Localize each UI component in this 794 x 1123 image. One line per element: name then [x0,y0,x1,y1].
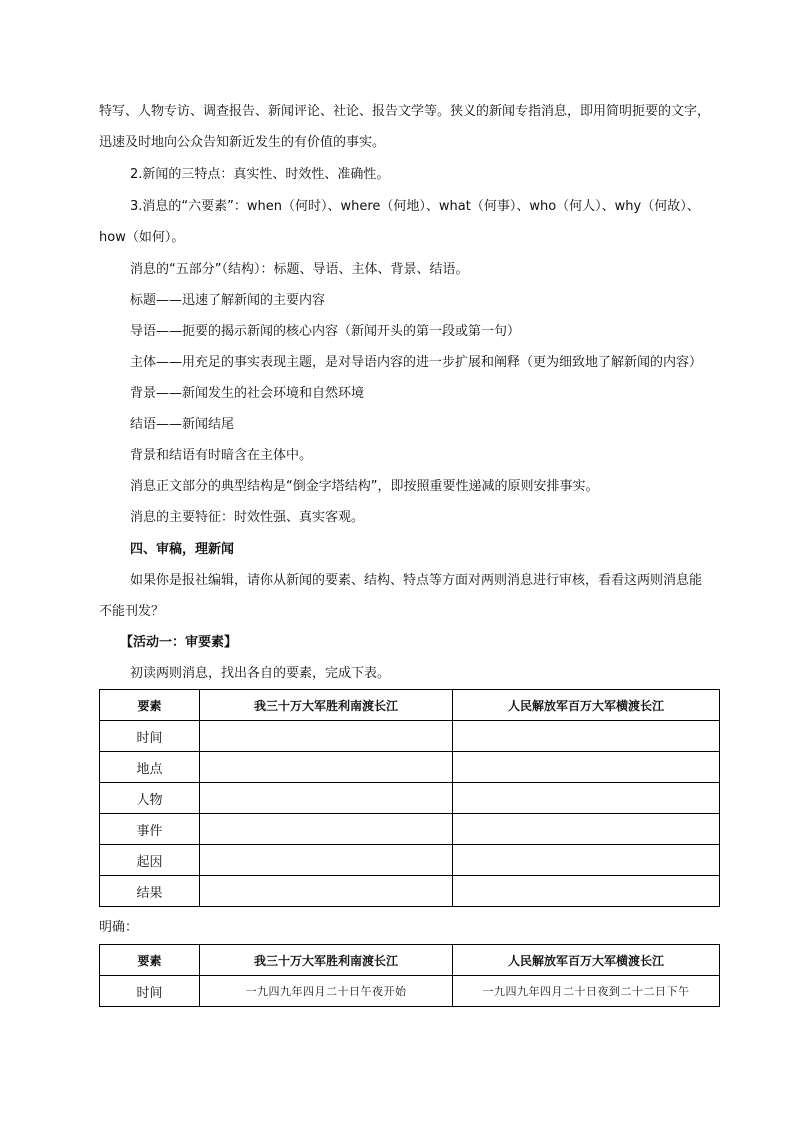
table-cell [453,845,720,876]
table-row-label: 结果 [100,876,200,907]
paragraph-line: how（如何）。 [99,230,185,245]
answer-label: 明确： [99,920,139,935]
table-cell: 一九四九年四月二十日午夜开始 [200,976,453,1007]
answer-table [99,944,720,1007]
table-row-label: 时间 [100,976,200,1007]
task-line: 如果你是报社编辑，请你从新闻的要素、结构、特点等方面对两则消息进行审核，看看这两则消息能 [130,573,703,588]
table-cell [453,783,720,814]
table-header-row [100,690,720,721]
paragraph-line: 消息正文部分的典型结构是“倒金字塔结构”，即按照重要性递减的原则安排事实。 [130,479,599,494]
table-cell [200,752,453,783]
table-row-label: 人物 [100,783,200,814]
elements-table [99,689,720,907]
paragraph-line: 2.新闻的三特点：真实性、时效性、准确性。 [130,167,390,182]
table-header-cell: 我三十万大军胜利南渡长江 [200,690,453,721]
table-row-label: 地点 [100,752,200,783]
paragraph-line: 消息的“五部分”（结构）：标题、导语、主体、背景、结语。 [130,262,469,277]
section-heading: 四、审稿，理新闻 [130,542,235,557]
table-row-label: 起因 [100,845,200,876]
table-cell [200,814,453,845]
table-row [100,845,720,876]
table-row-label: 时间 [100,721,200,752]
paragraph-line: 迅速及时地向公众告知新近发生的有价值的事实。 [99,135,386,150]
table-row [100,976,720,1007]
table-cell [453,814,720,845]
table-row [100,783,720,814]
table-cell [200,876,453,907]
paragraph-line: 消息的主要特征：时效性强、真实客观。 [130,510,365,525]
table-cell [453,876,720,907]
table-header-cell: 人民解放军百万大军横渡长江 [453,690,720,721]
table-cell: 一九四九年四月二十日夜到二十二日下午 [453,976,720,1007]
table-header-cell: 要素 [100,945,200,976]
paragraph-line: 结语——新闻结尾 [130,417,235,432]
paragraph-line: 背景和结语有时暗含在主体中。 [130,448,313,463]
table-cell [200,783,453,814]
paragraph-line: 3.消息的“六要素”：when（何时）、where（何地）、what（何事）、who（何人）、why（何故）、 [130,199,700,214]
paragraph-line: 标题——迅速了解新闻的主要内容 [130,293,326,308]
paragraph-line: 主体——用充足的事实表现主题，是对导语内容的进一步扩展和阐释（更为细致地了解新闻的内容） [130,355,703,370]
paragraph-line: 背景——新闻发生的社会环境和自然环境 [130,386,365,401]
task-line: 不能刊发？ [99,604,165,619]
table-cell [200,721,453,752]
table-row [100,876,720,907]
paragraph-line: 特写、人物专访、调查报告、新闻评论、社论、报告文学等。狭义的新闻专指消息，即用简明扼要的文字， [99,104,711,119]
table-cell [453,752,720,783]
table-header-row [100,945,720,976]
table-row [100,721,720,752]
table-header-cell: 我三十万大军胜利南渡长江 [200,945,453,976]
table-cell [453,721,720,752]
paragraph-line: 导语——扼要的揭示新闻的核心内容（新闻开头的第一段或第一句） [130,324,521,339]
table-row-label: 事件 [100,814,200,845]
table-row [100,814,720,845]
activity-title: 【活动一：审要素】 [120,635,238,650]
table-row [100,752,720,783]
table-cell [200,845,453,876]
table-header-cell: 要素 [100,690,200,721]
table-header-cell: 人民解放军百万大军横渡长江 [453,945,720,976]
instruction: 初读两则消息，找出各自的要素，完成下表。 [130,666,391,681]
